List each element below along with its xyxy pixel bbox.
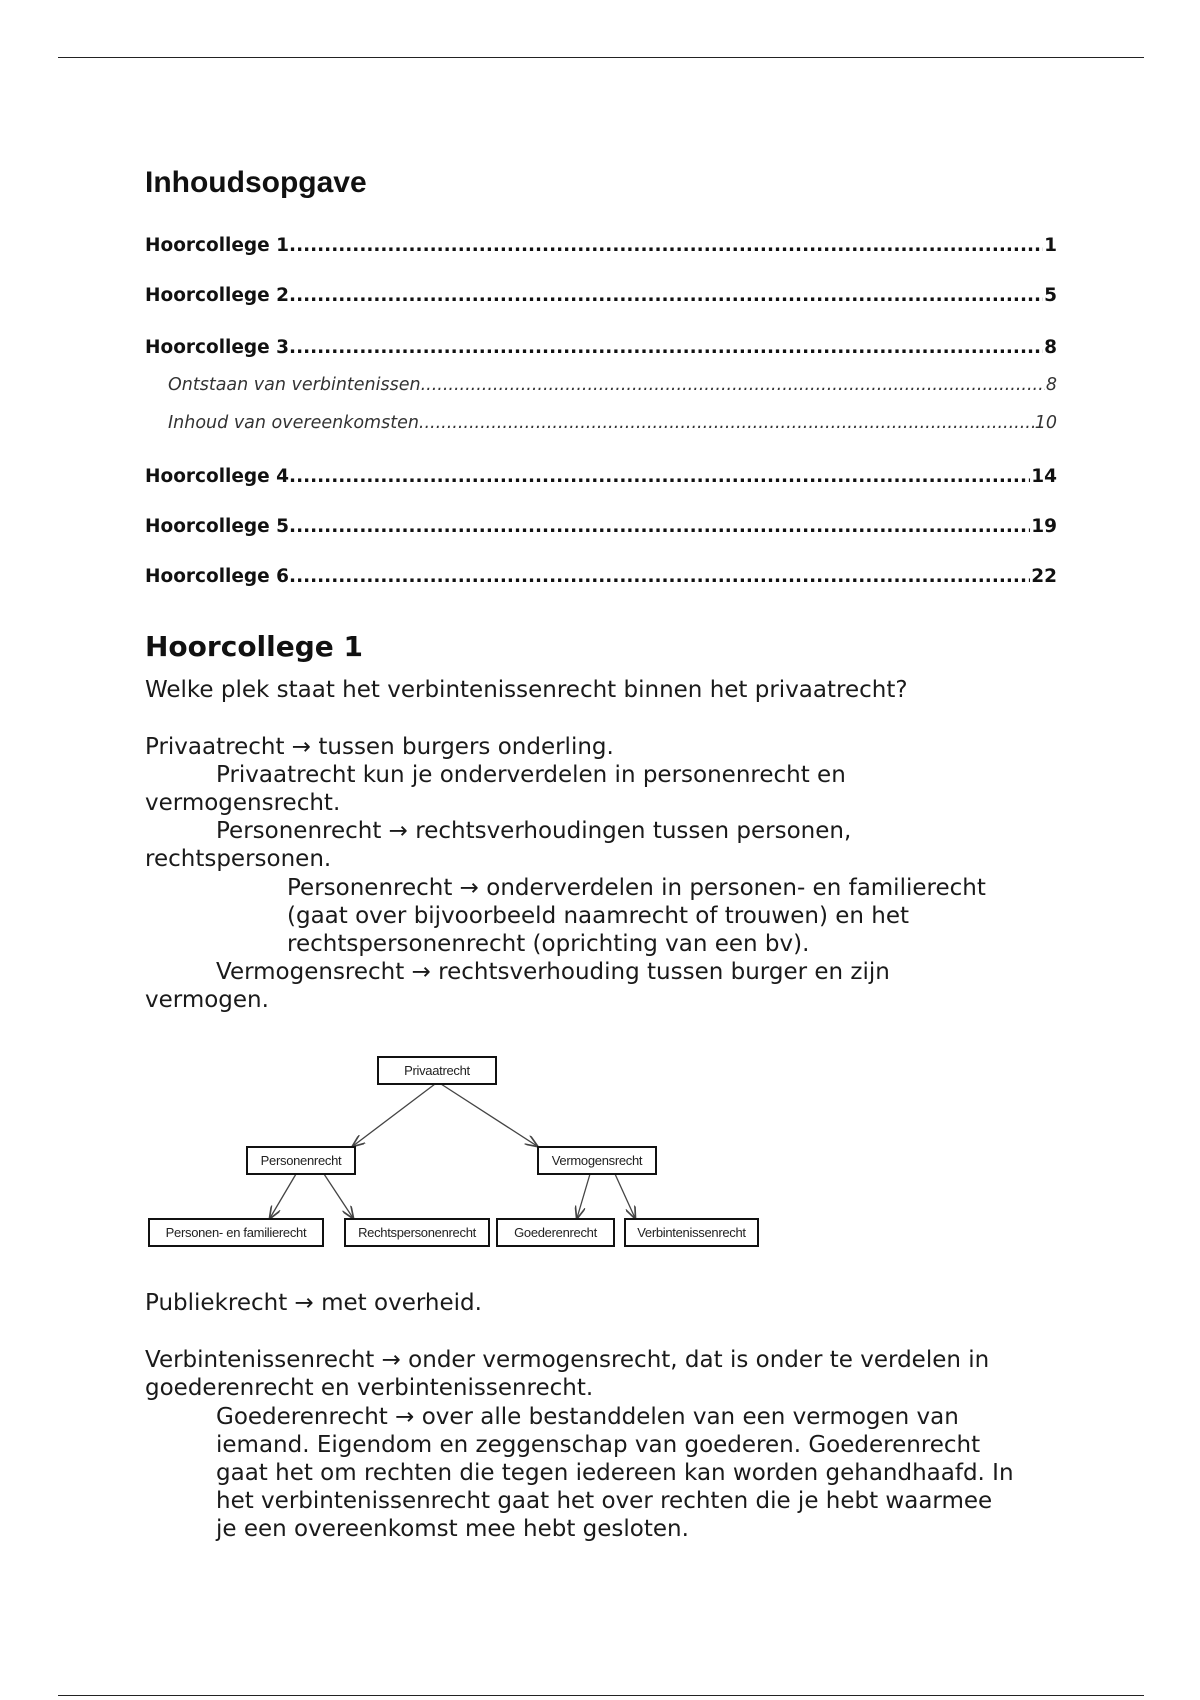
toc-leader — [419, 413, 1034, 433]
arrow-right-leaf3 — [577, 1174, 590, 1218]
toc-entry-page: 22 — [1031, 566, 1057, 587]
node-personenrecht: Personenrecht — [246, 1146, 356, 1175]
toc-entry[interactable] — [145, 466, 1057, 487]
footer-rule — [58, 1695, 1144, 1696]
section-heading: Hoorcollege 1 — [145, 630, 363, 663]
node-rechtspersonenrecht: Rechtspersonenrecht — [344, 1218, 490, 1247]
body-line: Goederenrecht → over alle bestanddelen van een vermogen van — [216, 1404, 959, 1430]
section-question: Welke plek staat het verbintenissenrecht binnen het privaatrecht? — [145, 677, 908, 703]
arrow-root-right — [441, 1084, 537, 1146]
toc-entry-page: 1 — [1044, 235, 1057, 256]
toc-title: Inhoudsopgave — [145, 166, 367, 199]
toc-leader — [289, 516, 1030, 537]
toc-entry[interactable] — [145, 337, 1057, 358]
body-line: rechtspersonenrecht (oprichting van een bv). — [287, 931, 810, 957]
body-line: iemand. Eigendom en zeggenschap van goederen. Goederenrecht — [216, 1432, 981, 1458]
toc-leader — [289, 466, 1030, 487]
toc-leader — [289, 235, 1043, 256]
arrow-left-leaf2 — [324, 1174, 353, 1218]
body-line: Personenrecht → onderverdelen in personen- en familierecht — [287, 875, 986, 901]
toc-entry-label: Hoorcollege 6 — [145, 566, 290, 587]
node-personen-familierecht: Personen- en familierecht — [148, 1218, 324, 1247]
toc-entry-page: 10 — [1034, 413, 1057, 433]
body-line: (gaat over bijvoorbeeld naamrecht of trouwen) en het — [287, 903, 910, 929]
toc-entry[interactable] — [145, 235, 1057, 256]
toc-entry-label: Hoorcollege 2 — [145, 285, 290, 306]
body-line: vermogensrecht. — [145, 790, 341, 816]
toc-entry-label: Inhoud van overeenkomsten — [168, 413, 419, 433]
arrow-left-leaf1 — [270, 1174, 296, 1218]
toc-leader — [289, 285, 1043, 306]
toc-entry[interactable] — [145, 566, 1057, 587]
toc-entry-page: 5 — [1044, 285, 1057, 306]
toc-subentry[interactable] — [145, 413, 1057, 433]
node-vermogensrecht: Vermogensrecht — [537, 1146, 657, 1175]
toc-entry-page: 8 — [1045, 375, 1057, 395]
body-line: vermogen. — [145, 987, 269, 1013]
body-line: Privaatrecht kun je onderverdelen in personenrecht en — [216, 762, 846, 788]
toc-leader — [421, 375, 1045, 395]
toc-leader — [289, 337, 1043, 358]
body-line: Privaatrecht → tussen burgers onderling. — [145, 734, 614, 760]
node-verbintenissenrecht: Verbintenissenrecht — [624, 1218, 759, 1247]
body-line: Personenrecht → rechtsverhoudingen tussen personen, — [216, 818, 852, 844]
body-line: het verbintenissenrecht gaat het over rechten die je hebt waarmee — [216, 1488, 993, 1514]
node-goederenrecht: Goederenrecht — [496, 1218, 615, 1247]
toc-entry-page: 8 — [1044, 337, 1057, 358]
toc-entry-label: Ontstaan van verbintenissen — [168, 375, 421, 395]
toc-entry-label: Hoorcollege 4 — [145, 466, 290, 487]
toc-entry-label: Hoorcollege 5 — [145, 516, 290, 537]
header-rule — [58, 57, 1144, 58]
body-line: gaat het om rechten die tegen iedereen kan worden gehandhaafd. In — [216, 1460, 1014, 1486]
arrow-root-left — [353, 1084, 435, 1146]
body-line: goederenrecht en verbintenissenrecht. — [145, 1375, 594, 1401]
body-line: Verbintenissenrecht → onder vermogensrecht, dat is onder te verdelen in — [145, 1347, 990, 1373]
toc-entry-page: 14 — [1031, 466, 1057, 487]
body-line: Publiekrecht → met overheid. — [145, 1290, 482, 1316]
toc-subentry[interactable] — [145, 375, 1057, 395]
toc-entry[interactable] — [145, 516, 1057, 537]
toc-leader — [289, 566, 1030, 587]
arrow-right-leaf4 — [615, 1174, 635, 1218]
node-privaatrecht: Privaatrecht — [377, 1056, 497, 1085]
toc-entry-label: Hoorcollege 1 — [145, 235, 290, 256]
toc-entry-label: Hoorcollege 3 — [145, 337, 290, 358]
toc-entry-page: 19 — [1031, 516, 1057, 537]
body-line: je een overeenkomst mee hebt gesloten. — [216, 1516, 689, 1542]
body-line: rechtspersonen. — [145, 846, 332, 872]
body-line: Vermogensrecht → rechtsverhouding tussen burger en zijn — [216, 959, 890, 985]
toc-entry[interactable] — [145, 285, 1057, 306]
